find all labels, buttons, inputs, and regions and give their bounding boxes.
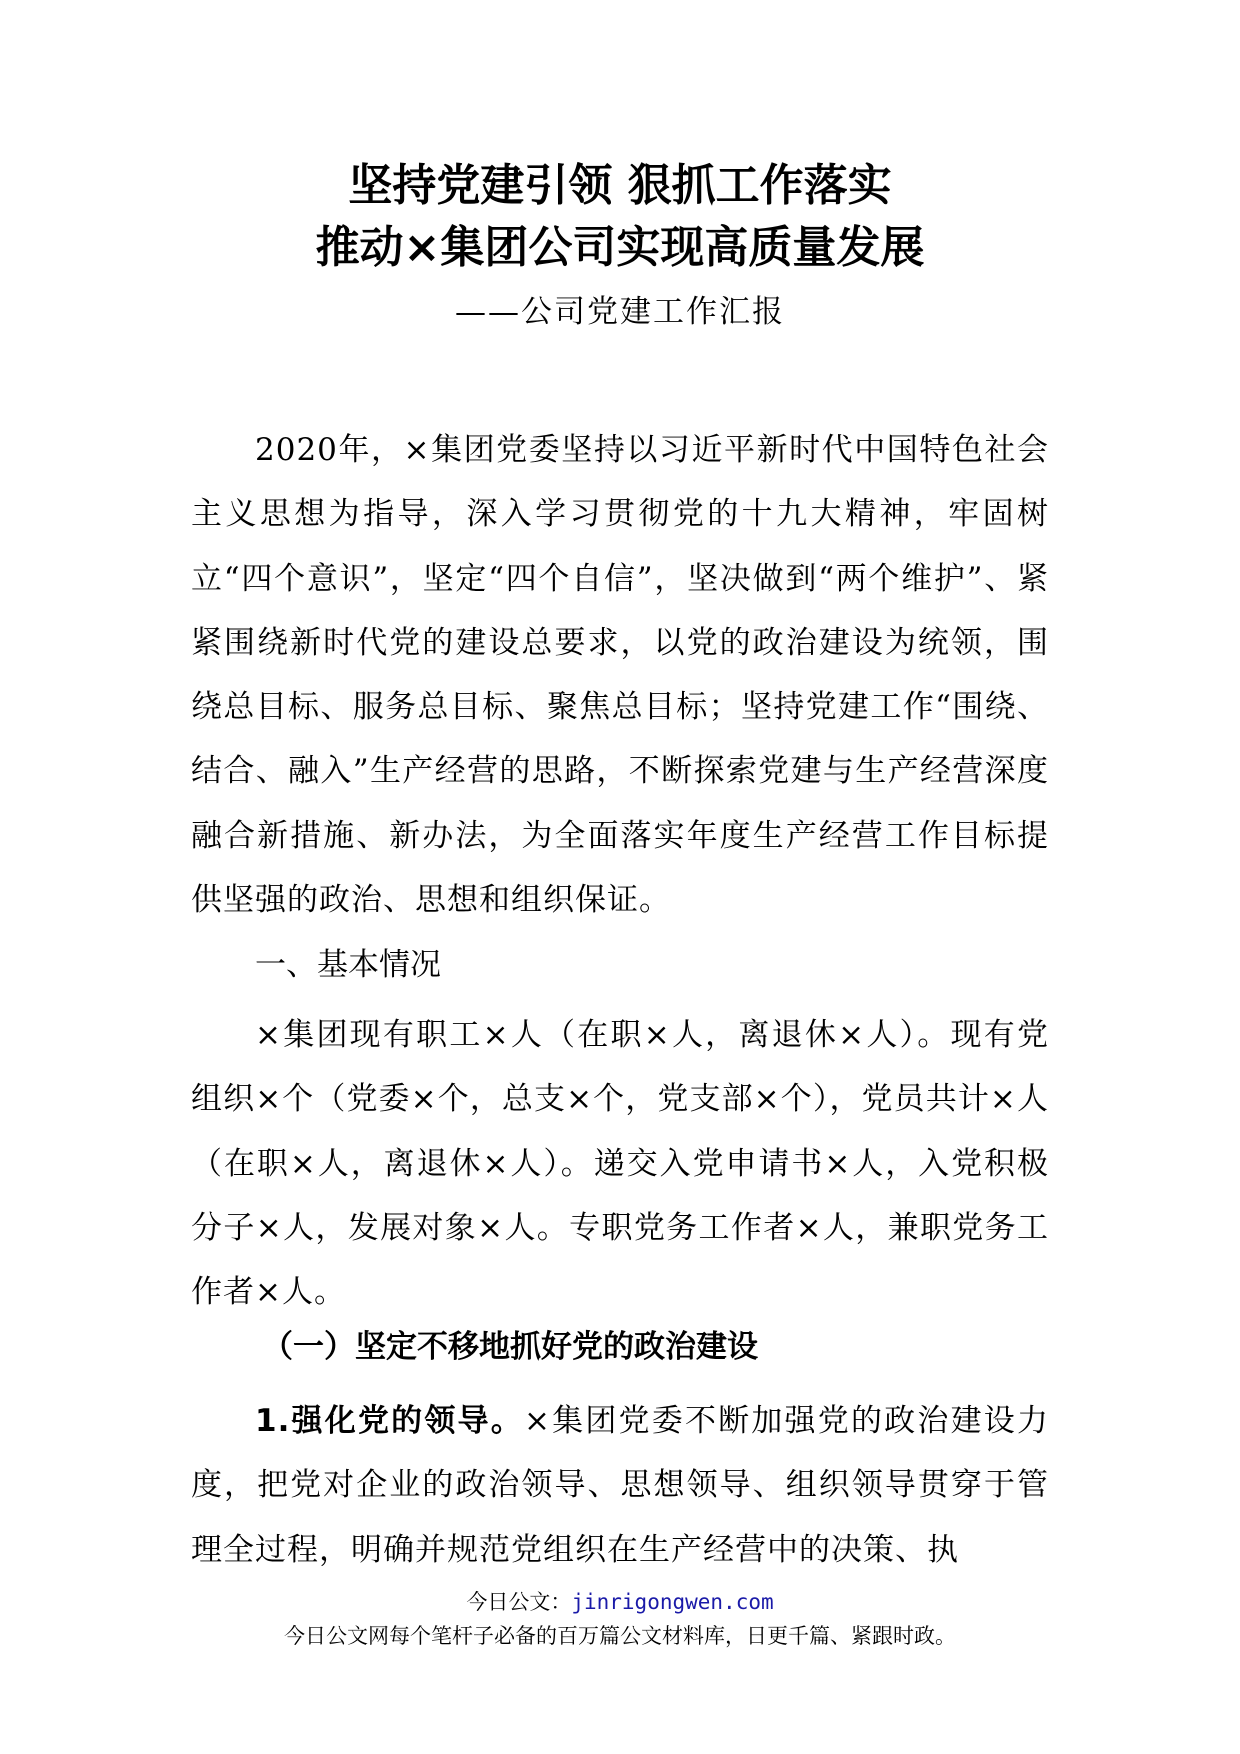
footer-site-url[interactable]: jinrigongwen.com bbox=[571, 1590, 774, 1614]
document-title-line-2: 推动×集团公司实现高质量发展 bbox=[315, 222, 925, 273]
section-heading-basic-situation: 一、基本情况 bbox=[255, 947, 441, 983]
subsection-heading-political-construction: （一）坚定不移地抓好党的政治建设 bbox=[262, 1329, 758, 1365]
footer-slogan: 今日公文网每个笔杆子必备的百万篇公文材料库，日更千篇、紧跟时政。 bbox=[284, 1624, 956, 1648]
intro-paragraph: 2020年，×集团党委坚持以习近平新时代中国特色社会主义思想为指导，深入学习贯彻党的十九大精神，牢固树立“四个意识”，坚定“四个自信”，坚决做到“两个维护”、紧紧围绕新时代党的建设总要求，以党的政治建设为统领，围绕总目标、服务总目标、聚焦总目标；坚持党建工作“围绕、结合、融入”生产经营的思路，不断探索党建与生产经营深度融合新措施、新办法，为全面落实年度生产经营工作目标提供坚强的政治、思想和组织保证。 bbox=[191, 432, 1049, 919]
party-leadership-lead: 1.强化党的领导。 bbox=[255, 1403, 524, 1439]
document-subtitle: ——公司党建工作汇报 bbox=[455, 294, 785, 330]
basic-situation-paragraph: ×集团现有职工×人（在职×人，离退休×人）。现有党组织×个（党委×个，总支×个，党支部×个），党员共计×人（在职×人，离退休×人）。递交入党申请书×人，入党积极分子×人，发展对象×人。专职党务工作者×人，兼职党务工作者×人。 bbox=[191, 1017, 1049, 1311]
document-title-line-1: 坚持党建引领 狠抓工作落实 bbox=[348, 160, 892, 211]
footer-site-label: 今日公文： bbox=[466, 1590, 572, 1614]
party-leadership-text: ×集团党委不断加强党的政治建设力度，把党对企业的政治领导、思想领导、组织领导贯穿于管理全过程，明确并规范党组织在生产经营中的决策、执 bbox=[191, 1403, 1049, 1568]
party-leadership-paragraph bbox=[191, 1389, 1049, 1582]
footer-site-line bbox=[0, 1588, 1240, 1616]
